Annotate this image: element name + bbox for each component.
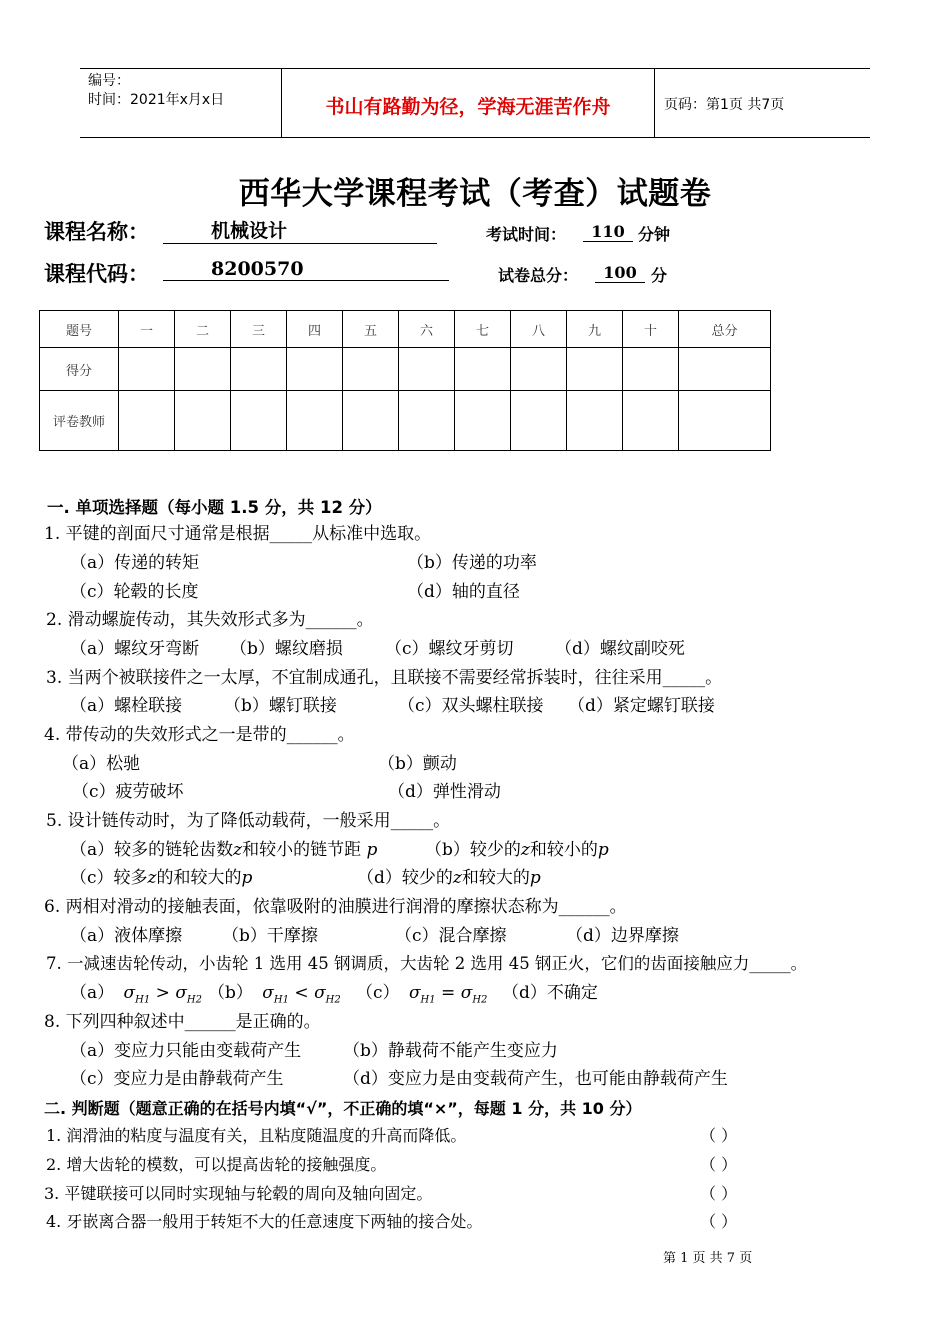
subscript-h2: H2 [325,994,341,1006]
score-cell[interactable] [175,348,231,391]
q5-option-c-text: （c）较多 [70,868,148,888]
q4-option-d: （d）弹性滑动 [388,782,501,802]
grader-cell[interactable] [343,391,399,451]
q7-option-b-label: （b） [208,983,253,1003]
sigma-symbol: σ [460,983,473,1003]
grader-cell[interactable] [511,391,567,451]
score-table [39,310,771,451]
sigma-symbol: σ [175,983,187,1003]
q7-option-c-label: （c） [356,983,400,1003]
section-1-title: 一. 单项选择题（每小题 1.5 分，共 12 分） [47,498,382,517]
grader-cell[interactable] [231,391,287,451]
q5-option-a-p: p [366,840,378,860]
question-5-stem: 5. 设计链传动时，为了降低动载荷，一般采用_____。 [46,811,451,831]
subscript-h2: H2 [186,994,203,1006]
score-cell[interactable] [231,348,287,391]
question-8-stem: 8. 下列四种叙述中______是正确的。 [44,1012,321,1032]
question-7-stem: 7. 一减速齿轮传动，小齿轮 1 选用 45 钢调质，大齿轮 2 选用 45 钢正火，它们的齿面接触应力_____。 [46,954,808,973]
score-cell[interactable] [679,348,771,391]
q5-option-a-text: （a）较多的链轮齿数 [70,840,234,860]
q3-option-c: （c）双头螺柱联接 [398,696,544,716]
subscript-h2: H2 [472,994,488,1006]
q7-option-a-label: （a） [70,983,115,1003]
section-2-title: 二. 判断题（题意正确的在括号内填“√”，不正确的填“×”，每题 1 分，共 10 分） [44,1099,642,1118]
score-header-cell: 一 [119,311,175,348]
q5-option-d [357,864,541,893]
q1-option-c: （c）轮毂的长度 [70,582,199,602]
exam-title: 西华大学课程考试（考查）试题卷 [238,176,712,212]
equals-symbol: = [441,983,456,1003]
score-row-label: 评卷教师 [40,391,119,451]
sigma-symbol: σ [408,983,421,1003]
q5-option-b-z: z [520,840,530,860]
exam-time-unit: 分钟 [638,225,671,244]
grader-cell[interactable] [287,391,343,451]
greater-than-symbol: > [155,983,170,1003]
header-left [80,69,280,135]
q5-option-c-z: z [147,868,157,888]
exam-time-value: 110 [583,222,633,242]
score-header-cell: 九 [567,311,623,348]
q6-option-b: （b）干摩擦 [222,926,318,946]
page-footer: 第 1 页 共 7 页 [663,1251,753,1266]
course-name-label: 课程名称： [44,220,149,244]
sigma-symbol: σ [262,983,274,1003]
grader-cell[interactable] [175,391,231,451]
q5-option-a-mid: 和较小的链节距 [242,840,362,860]
q7-option-d: （d）不确定 [502,983,598,1003]
score-header-cell: 八 [511,311,567,348]
q1-option-b: （b）传递的功率 [407,553,537,573]
grader-cell[interactable] [399,391,455,451]
q5-option-c [70,864,252,893]
q3-option-b: （b）螺钉联接 [224,696,337,716]
course-name-value: 机械设计 [163,216,437,244]
header-page-info: 页码：第1页 共7页 [664,97,785,113]
q5-option-a-z: z [233,840,243,860]
judge-answer-4[interactable]: （ ） [700,1212,738,1231]
judge-item-1: 1. 润滑油的粘度与温度有关，且粘度随温度的升高而降低。 [46,1126,467,1145]
score-cell[interactable] [567,348,623,391]
score-header-cell: 二 [175,311,231,348]
total-score-label: 试卷总分： [498,266,579,285]
q1-option-d: （d）轴的直径 [407,582,520,602]
total-score-unit: 分 [651,266,668,285]
q1-option-a: （a）传递的转矩 [70,553,200,573]
grader-cell[interactable] [119,391,175,451]
question-6-stem: 6. 两相对滑动的接触表面，依靠吸附的油膜进行润滑的摩擦状态称为______。 [44,897,627,917]
judge-item-4: 4. 牙嵌离合器一般用于转矩不大的任意速度下两轴的接合处。 [46,1212,483,1231]
q2-option-c: （c）螺纹牙剪切 [385,639,514,659]
q5-option-b [425,836,609,865]
q8-option-a: （a）变应力只能由变载荷产生 [70,1041,302,1061]
score-header-cell: 总分 [679,311,771,348]
sigma-symbol: σ [314,983,326,1003]
subscript-h1: H1 [135,994,151,1006]
score-cell[interactable] [623,348,679,391]
page-header [80,68,870,138]
q5-option-d-p: p [529,868,541,888]
q3-option-a: （a）螺栓联接 [70,696,183,716]
q5-option-b-p: p [597,840,609,860]
grader-cell[interactable] [455,391,511,451]
document-date: 时间：2021年x月x日 [88,92,225,108]
header-motto: 书山有路勤为径，学海无涯苦作舟 [325,95,611,118]
subscript-h1: H1 [273,994,289,1006]
q4-option-b: （b）颤动 [378,754,457,774]
q2-option-d: （d）螺纹副咬死 [555,639,685,659]
score-header-cell: 题号 [40,311,119,348]
score-header-cell: 三 [231,311,287,348]
judge-item-3: 3. 平键联接可以同时实现轴与轮毂的周向及轴向固定。 [44,1184,433,1203]
q4-option-c: （c）疲劳破坏 [72,782,184,802]
q4-option-a: （a）松驰 [62,754,141,774]
total-score-value: 100 [595,263,645,283]
question-4-stem: 4. 带传动的失效形式之一是带的______。 [44,725,355,745]
q6-option-d: （d）边界摩擦 [566,926,679,946]
score-cell[interactable] [119,348,175,391]
judge-answer-2[interactable]: （ ） [700,1155,738,1174]
q2-option-b: （b）螺纹磨损 [230,639,343,659]
score-cell[interactable] [511,348,567,391]
score-cell[interactable] [455,348,511,391]
grader-cell[interactable] [623,391,679,451]
q5-option-d-mid: 和较大的 [461,868,530,888]
score-row-label: 得分 [40,348,119,391]
course-code-value: 8200570 [163,258,449,281]
less-than-symbol: < [294,983,309,1003]
q5-option-d-z: z [452,868,462,888]
q2-option-a: （a）螺纹牙弯断 [70,639,200,659]
q6-option-c: （c）混合摩擦 [395,926,507,946]
q8-option-d: （d）变应力是由变载荷产生，也可能由静载荷产生 [343,1069,728,1089]
score-header-cell: 十 [623,311,679,348]
exam-time-label: 考试时间： [486,225,567,244]
score-header-cell: 六 [399,311,455,348]
q8-option-c: （c）变应力是由静载荷产生 [70,1069,284,1089]
q5-option-b-text: （b）较少的 [425,840,521,860]
q8-option-b: （b）静载荷不能产生变应力 [343,1041,558,1061]
subscript-h1: H1 [420,994,436,1006]
score-cell[interactable] [287,348,343,391]
judge-answer-1[interactable]: （ ） [700,1126,738,1145]
score-cell[interactable] [343,348,399,391]
grader-cell[interactable] [679,391,771,451]
q5-option-c-p: p [241,868,253,888]
q3-option-d: （d）紧定螺钉联接 [568,696,715,716]
score-header-cell: 七 [455,311,511,348]
q5-option-c-mid: 的和较大的 [156,868,242,888]
score-cell[interactable] [399,348,455,391]
q5-option-b-mid: 和较小的 [529,840,598,860]
judge-item-2: 2. 增大齿轮的模数，可以提高齿轮的接触强度。 [46,1155,387,1174]
sigma-symbol: σ [123,983,136,1003]
course-code-label: 课程代码： [44,262,149,286]
score-header-cell: 四 [287,311,343,348]
score-header-cell: 五 [343,311,399,348]
question-2-stem: 2. 滑动螺旋传动，其失效形式多为______。 [46,610,374,630]
q5-option-a [70,836,377,865]
question-1-stem: 1. 平键的剖面尺寸通常是根据_____从标准中选取。 [44,524,432,544]
q5-option-d-text: （d）较少的 [357,868,453,888]
question-3-stem: 3. 当两个被联接件之一太厚，不宜制成通孔，且联接不需要经常拆装时，往往采用_____。 [46,668,723,688]
document-number-label: 编号： [88,73,130,89]
grader-cell[interactable] [567,391,623,451]
judge-answer-3[interactable]: （ ） [700,1184,738,1203]
q7-option-c [356,979,487,1015]
q6-option-a: （a）液体摩擦 [70,926,183,946]
